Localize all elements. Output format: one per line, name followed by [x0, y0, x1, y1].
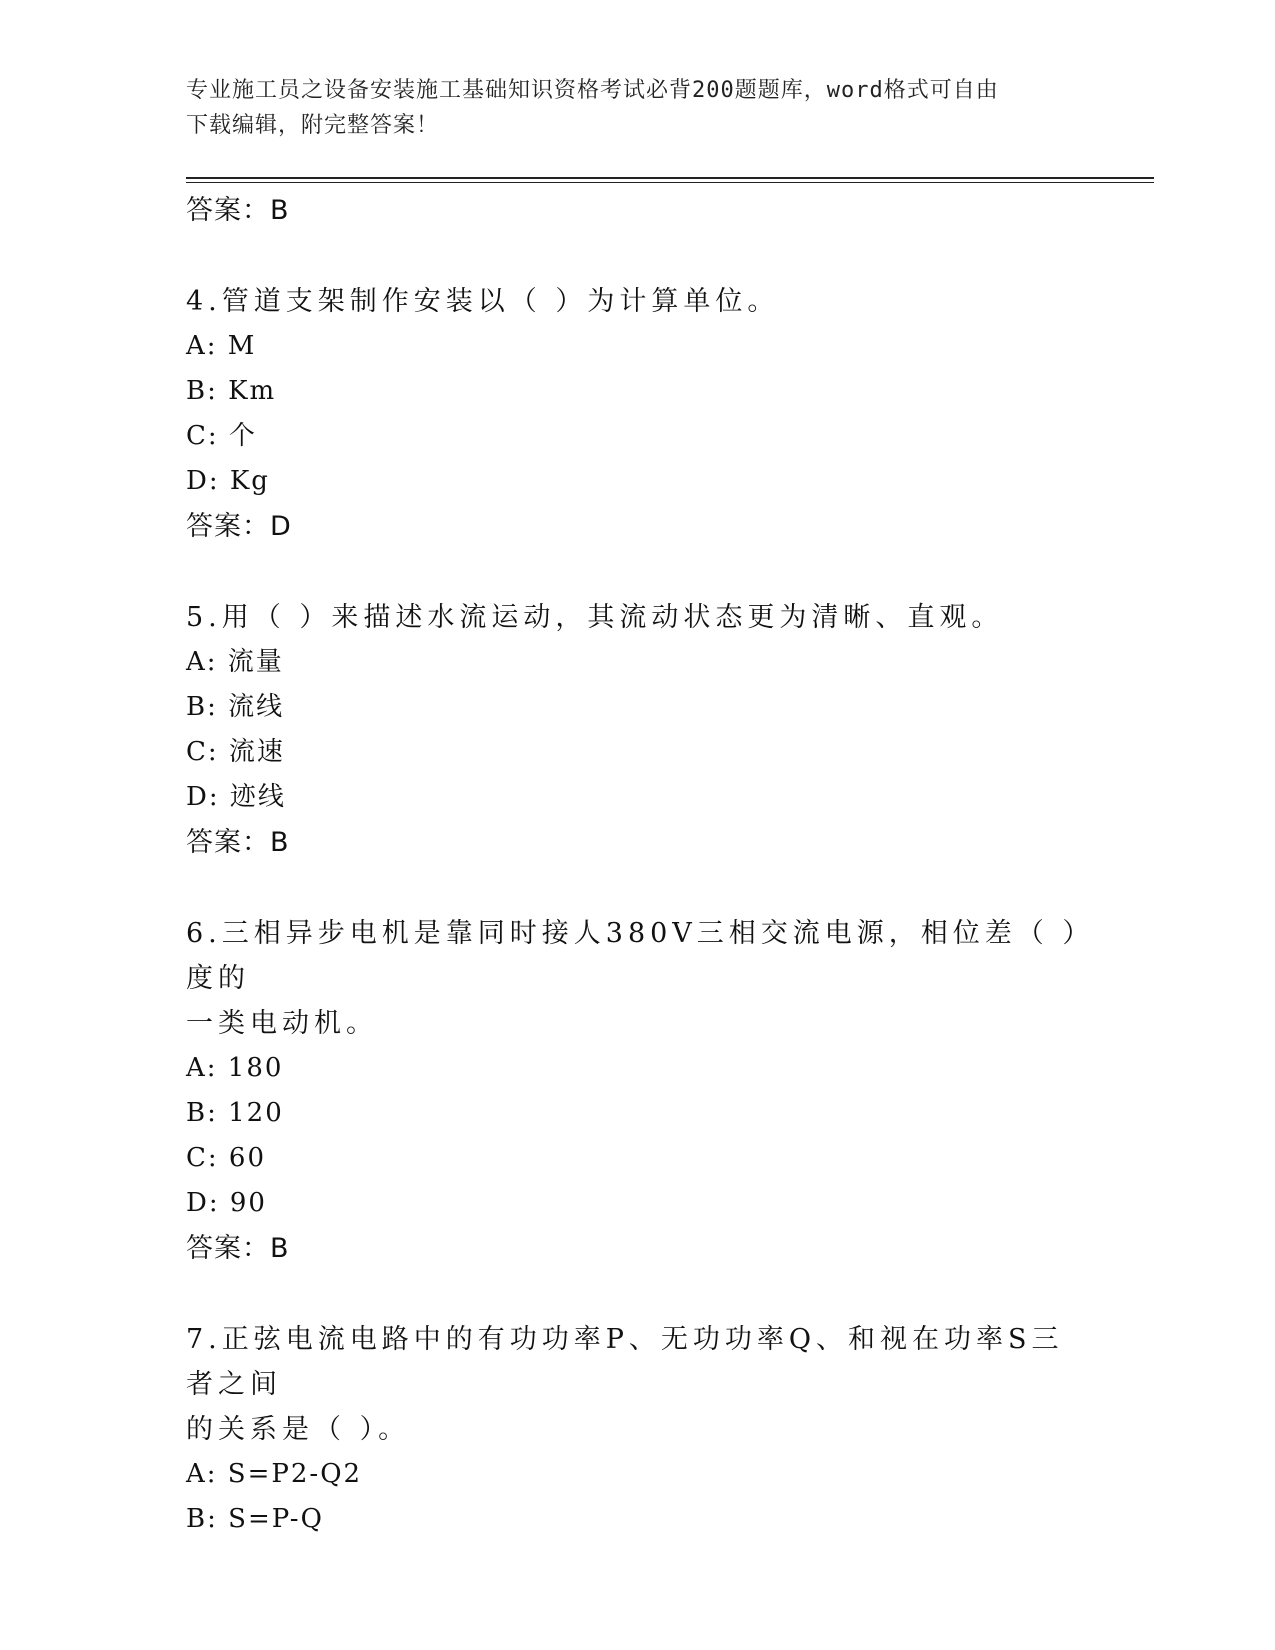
answer-line: 答案：B [186, 827, 290, 858]
header-line-2: 下载编辑，附完整答案！ [186, 113, 440, 138]
question-text-line-2: 的关系是（ ）。 [186, 1414, 411, 1445]
header-divider-thick [186, 177, 1154, 179]
question-text-line-2: 一类电动机。 [186, 1008, 378, 1039]
previous-answer: 答案：B [186, 195, 290, 226]
option-a: A: 流量 [186, 647, 284, 677]
document-header [186, 73, 1086, 143]
option-c: C: 个 [186, 421, 257, 451]
spacer [186, 549, 1086, 595]
option-a: A: M [186, 331, 257, 361]
spacer [186, 233, 1086, 279]
option-b: B: S=P-Q [186, 1504, 324, 1534]
option-d: D: 90 [186, 1188, 267, 1218]
option-b: B: 流线 [186, 692, 285, 722]
option-b: B: 120 [186, 1098, 284, 1128]
spacer [186, 865, 1086, 911]
option-a: A: S=P2-Q2 [186, 1459, 363, 1489]
spacer [186, 1271, 1086, 1317]
answer-line: 答案：D [186, 511, 292, 542]
option-c: C: 60 [186, 1143, 267, 1173]
option-d: D: Kg [186, 466, 270, 496]
question-list [186, 188, 1086, 1542]
option-c: C: 流速 [186, 737, 285, 767]
question-text-line-1: 7.正弦电流电路中的有功功率P、无功功率Q、和视在功率S三者之间 [186, 1324, 1064, 1400]
header-line-1: 专业施工员之设备安装施工基础知识资格考试必背200题题库，word格式可自由 [186, 78, 999, 103]
option-a: A: 180 [186, 1053, 284, 1083]
question-block [186, 595, 1086, 865]
question-text: 5.用（ ）来描述水流运动，其流动状态更为清晰、直观。 [186, 602, 1004, 633]
question-block [186, 1317, 1086, 1542]
question-text-line-1: 6.三相异步电机是靠同时接人380V三相交流电源，相位差（ ）度的 [186, 918, 1081, 994]
option-b: B: Km [186, 376, 277, 406]
question-text: 4.管道支架制作安装以（ ）为计算单位。 [186, 286, 780, 317]
question-block [186, 279, 1086, 549]
question-block [186, 911, 1086, 1271]
option-d: D: 迹线 [186, 782, 286, 812]
answer-line: 答案：B [186, 1233, 290, 1264]
header-divider-thin [186, 182, 1154, 183]
